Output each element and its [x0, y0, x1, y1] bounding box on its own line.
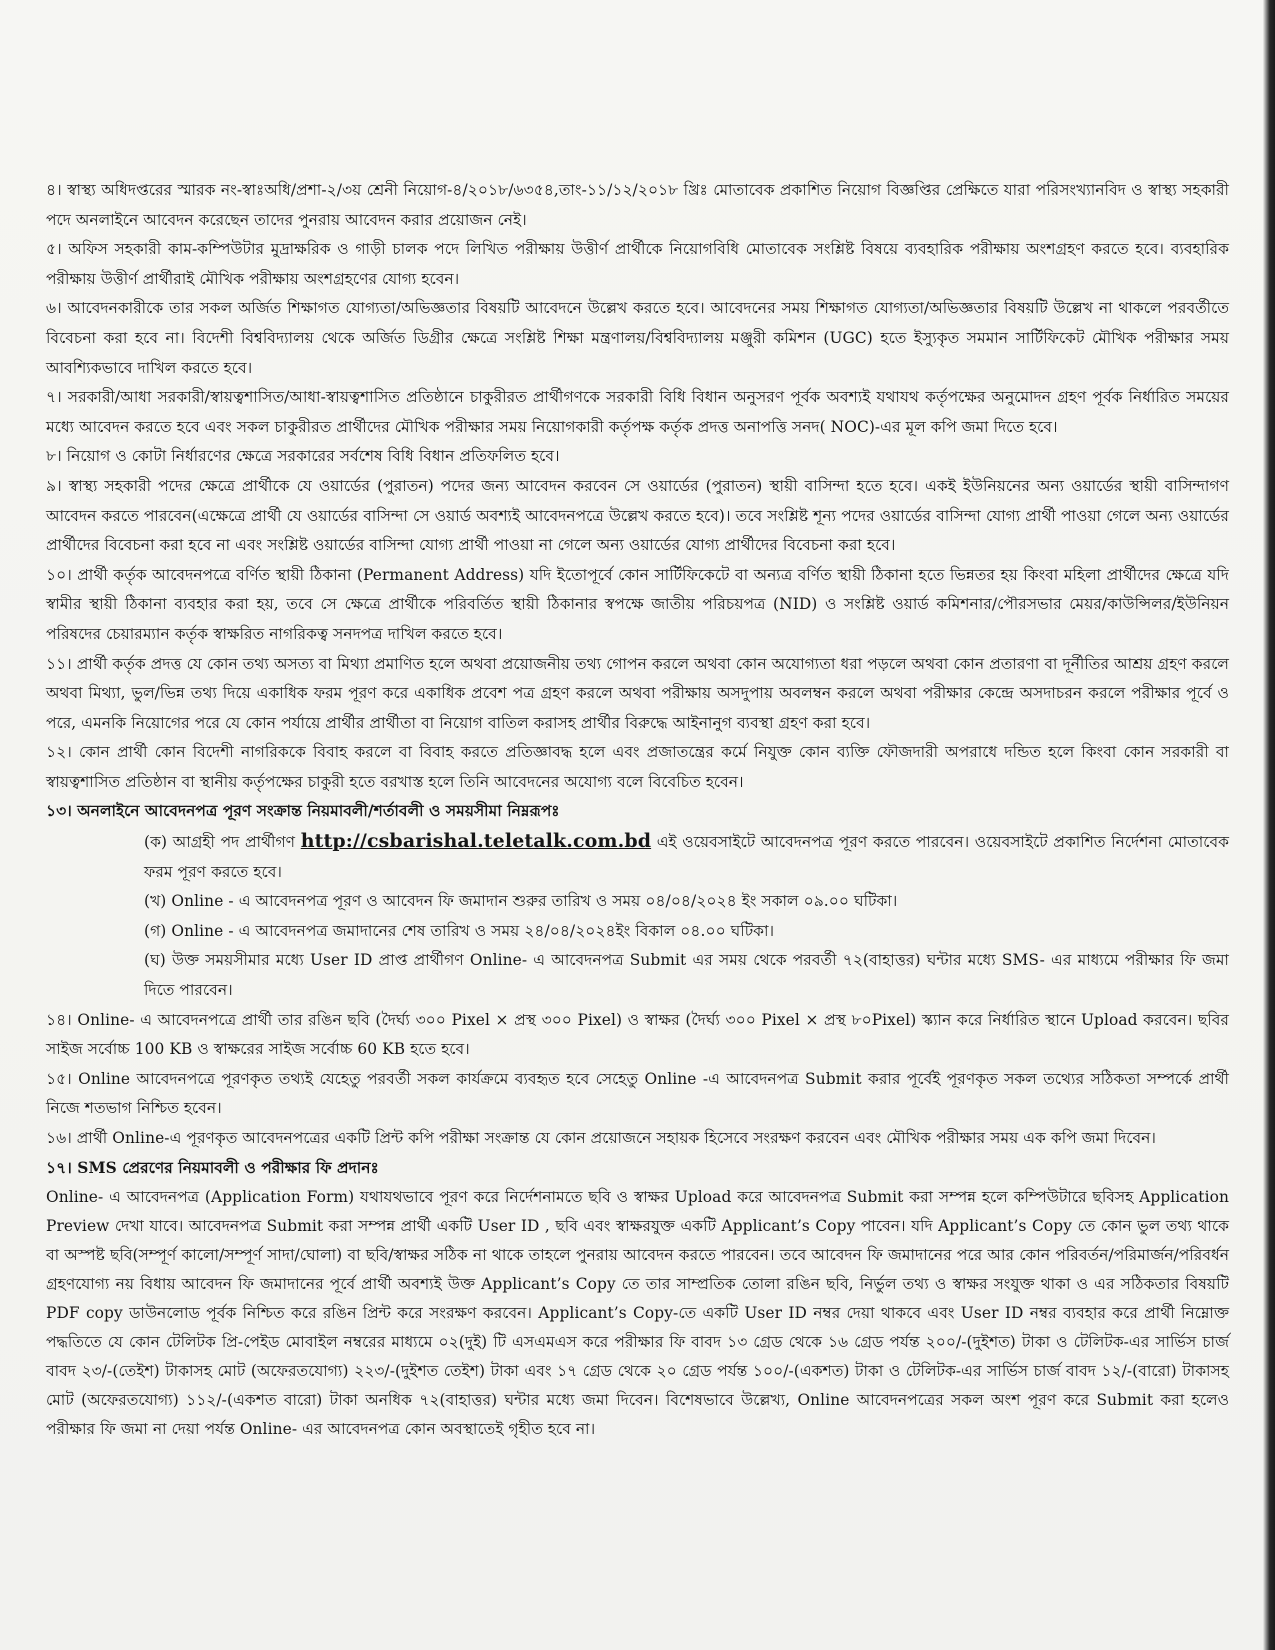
clause-14: ১৪। Online- এ আবেদনপত্রে প্রার্থী তার রঙিন ছবি (দৈর্ঘ্য ৩০০ Pixel × প্রস্থ ৩০০ Pixel) ও স্বাক্ষর (দৈর্ঘ্য ৩০০ Pixel × প্রস্থ ৮০Pixel) স্ক্যান করে নির্ধারিত স্থানে Upload করবেন। ছবির সাইজ সর্বোচ্চ 100 KB ও স্বাক্ষরের সাইজ সর্বোচ্চ 60 KB হতে হবে।	[46, 1010, 1229, 1059]
scan-edge	[1263, 0, 1275, 1650]
clause-13-ka-suffix: এই ওয়েবসাইটে আবেদনপত্র পূরণ করতে পারবেন। ওয়েবসাইটে প্রকাশিত নির্দেশনা মোতাবেক ফরম পূরণ করতে হবে।	[144, 833, 1230, 881]
clause-13-ga: (গ) Online - এ আবেদনপত্র জমাদানের শেষ তারিখ ও সময় ২৪/০৪/২০২৪ইং বিকাল ০৪.০০ ঘটিকা।	[144, 921, 775, 940]
clause-5: ৫। অফিস সহকারী কাম-কম্পিউটার মুদ্রাক্ষরিক ও গাড়ী চালক পদে লিখিত পরীক্ষায় উত্তীর্ণ প্রার্থীকে নিয়োগবিধি মোতাবেক সংশ্লিষ্ট বিষয়ে ব্যবহারিক পরীক্ষায় অংশগ্রহণ করতে হবে। ব্যবহারিক পরীক্ষায় উত্তীর্ণ প্রার্থীরাই মৌখিক পরীক্ষায় অংশগ্রহণের যোগ্য হবেন।	[46, 240, 1229, 288]
clause-16: ১৬। প্রার্থী Online-এ পূরণকৃত আবেদনপত্রের একটি প্রিন্ট কপি পরীক্ষা সংক্রান্ত যে কোন প্রয়োজনে সহায়ক হিসেবে সংরক্ষণ করবেন এবং মৌখিক পরীক্ষার সময় এক কপি জমা দিবেন।	[46, 1129, 1157, 1147]
clause-7: ৭। সরকারী/আধা সরকারী/স্বায়ত্বশাসিত/আধা-স্বায়ত্বশাসিত প্রতিষ্ঠানে চাকুরীরত প্রার্থীগণকে সরকারী বিধি বিধান অনুসরণ পূর্বক অবশ্যই যথাযথ কর্তৃপক্ষের অনুমোদন গ্রহণ পূর্বক নির্ধারিত সময়ের মধ্যে আবেদন করতে হবে এবং সকল চাকুরীরত প্রার্থীদের মৌখিক পরীক্ষার সময় নিয়োগকারী কর্তৃপক্ষ কর্তৃক প্রদত্ত অনাপত্তি সনদ( NOC)-এর মূল কপি জমা দিতে হবে।	[46, 388, 1229, 436]
clause-17-heading: ১৭। SMS প্রেরণের নিয়মাবলী ও পরীক্ষার ফি প্রদানঃ	[46, 1158, 379, 1177]
clause-13-heading: ১৩। অনলাইনে আবেদনপত্র পূরণ সংক্রান্ত নিয়মাবলী/শর্তাবলী ও সময়সীমা নিম্নরূপঃ	[46, 802, 560, 821]
clause-13-ka-prefix: (ক) আগ্রহী পদ প্রার্থীগণ	[144, 833, 296, 852]
clause-13-kha: (খ) Online - এ আবেদনপত্র পূরণ ও আবেদন ফি জমাদান শুরুর তারিখ ও সময় ০৪/০৪/২০২৪ ইং সকাল ০৯.০০ ঘটিকা।	[144, 892, 898, 911]
application-website-link[interactable]: http://csbarishal.teletalk.com.bd	[300, 830, 652, 853]
clause-17-body: Online- এ আবেদনপত্র (Application Form) যথাযথভাবে পূরণ করে নির্দেশনামতে ছবি ও স্বাক্ষর Upload করে আবেদনপত্র Submit করা সম্পন্ন হলে কম্পিউটারে ছবিসহ Application Preview দেখা যাবে। আবেদনপত্র Submit করা সম্পন্ন প্রার্থী একটি User ID , ছবি এবং স্বাক্ষরযুক্ত একটি Applicant’s Copy পাবেন। যদি Applicant’s Copy তে কোন ভুল তথ্য থাকে বা অস্পষ্ট ছবি(সম্পূর্ণ কালো/সম্পূর্ণ সাদা/ঘোলা) বা ছবি/স্বাক্ষর সঠিক না থাকে তাহলে পুনরায় আবেদন করতে পারবেন। তবে আবেদন ফি জমাদানের পরে আর কোন পরিবর্তন/পরিমার্জন/পরিবর্ধন গ্রহণযোগ্য নয় বিধায় আবেদন ফি জমাদানের পূর্বে প্রার্থী অবশ্যই উক্ত Applicant’s Copy তে তার সাম্প্রতিক তোলা রঙিন ছবি, নির্ভুল তথ্য ও স্বাক্ষর সংযুক্ত থাকা ও এর সঠিকতার বিষয়টি PDF copy ডাউনলোড পূর্বক নিশ্চিত করে রঙিন প্রিন্ট করে সংরক্ষণ করবেন। Applicant’s Copy-তে একটি User ID নম্বর দেয়া থাকবে এবং User ID নম্বর ব্যবহার করে প্রার্থী নিম্নোক্ত পদ্ধতিতে যে কোন টেলিটক প্রি-পেইড মোবাইল নম্বরের মাধ্যমে ০২(দুই) টি এসএমএস করে পরীক্ষার ফি বাবদ ১৩ গ্রেড থেকে ১৬ গ্রেড পর্যন্ত ২০০/-(দুইশত) টাকা ও টেলিটক-এর সার্ভিস চার্জ বাবদ ২৩/-(তেইশ) টাকাসহ মোট (অফেরতযোগ্য) ২২৩/-(দুইশত তেইশ) টাকা এবং ১৭ গ্রেড থেকে ২০ গ্রেড পর্যন্ত ১০০/-(একশত) টাকা ও টেলিটক-এর সার্ভিস চার্জ বাবদ ১২/-(বারো) টাকাসহ মোট (অফেরতযোগ্য) ১১২/-(একশত বারো) টাকা অনধিক ৭২(বাহাত্তর) ঘন্টার মধ্যে জমা দিবেন। বিশেষভাবে উল্লেখ্য, Online আবেদনপত্রের সকল অংশ পূরণ করে Submit করা হলেও পরীক্ষার ফি জমা না দেয়া পর্যন্ত Online- এর আবেদনপত্র কোন অবস্থাতেই গৃহীত হবে না।	[46, 1188, 1229, 1439]
clause-6: ৬। আবেদনকারীকে তার সকল অর্জিত শিক্ষাগত যোগ্যতা/অভিজ্ঞতার বিষয়টি আবেদনে উল্লেখ করতে হবে। আবেদনের সময় শিক্ষাগত যোগ্যতা/অভিজ্ঞতার বিষয়টি উল্লেখ না থাকলে পরবর্তীতে বিবেচনা করা হবে না। বিদেশী বিশ্ববিদ্যালয় থেকে অর্জিত ডিগ্রীর ক্ষেত্রে সংশ্লিষ্ট শিক্ষা মন্ত্রণালয়/বিশ্ববিদ্যালয় মঞ্জুরী কমিশন (UGC) হতে ইস্যুকৃত সমমান সার্টিফিকেট মৌখিক পরীক্ষার সময় আবশ্যিকভাবে দাখিল করতে হবে।	[46, 299, 1229, 377]
clause-15: ১৫। Online আবেদনপত্রে পূরণকৃত তথ্যই যেহেতু পরবর্তী সকল কার্যক্রমে ব্যবহৃত হবে সেহেতু Online -এ আবেদনপত্র Submit করার পূর্বেই পূরণকৃত সকল তথ্যের সঠিকতা সম্পর্কে প্রার্থী নিজে শতভাগ নিশ্চিত হবেন।	[46, 1069, 1229, 1118]
clause-10: ১০। প্রার্থী কর্তৃক আবেদনপত্রে বর্ণিত স্থায়ী ঠিকানা (Permanent Address) যদি ইতোপূর্বে কোন সার্টিফিকেটে বা অন্যত্র বর্ণিত স্থায়ী ঠিকানা হতে ভিন্নতর হয় কিংবা মহিলা প্রার্থীদের ক্ষেত্রে যদি স্বামীর স্থায়ী ঠিকানা ব্যবহার করা হয়, তবে সে ক্ষেত্রে প্রার্থীকে পরিবর্তিত স্থায়ী ঠিকানার স্বপক্ষে জাতীয় পরিচয়পত্র (NID) ও সংশ্লিষ্ট ওয়ার্ড কমিশনার/পৌরসভার মেয়র/কাউন্সিলর/ইউনিয়ন পরিষদের চেয়ারম্যান কর্তৃক স্বাক্ষরিত নাগরিকত্ব সনদপত্র দাখিল করতে হবে।	[46, 565, 1229, 643]
clause-9: ৯। স্বাস্থ্য সহকারী পদের ক্ষেত্রে প্রার্থীকে যে ওয়ার্ডের (পুরাতন) পদের জন্য আবেদন করবেন সে ওয়ার্ডের (পুরাতন) স্থায়ী বাসিন্দা হতে হবে। একই ইউনিয়নের অন্য ওয়ার্ডের স্থায়ী বাসিন্দাগণ আবেদন করতে পারবেন(এক্ষেত্রে প্রার্থী যে ওয়ার্ডের বাসিন্দা সে ওয়ার্ড অবশ্যই আবেদনপত্রে উল্লেখ করতে হবে)। তবে সংশ্লিষ্ট শূন্য পদের ওয়ার্ডের বাসিন্দা যোগ্য প্রার্থী পাওয়া গেলে অন্য ওয়ার্ডের প্রার্থীদের বিবেচনা করা হবে না এবং সংশ্লিষ্ট ওয়ার্ডের বাসিন্দা যোগ্য প্রার্থী পাওয়া না গেলে অন্য ওয়ার্ডের যোগ্য প্রার্থীদের বিবেচনা করা হবে।	[46, 476, 1229, 555]
clause-8: ৮। নিয়োগ ও কোটা নির্ধারণের ক্ষেত্রে সরকারের সর্বশেষ বিধি বিধান প্রতিফলিত হবে।	[46, 447, 560, 466]
clause-12: ১২। কোন প্রার্থী কোন বিদেশী নাগরিককে বিবাহ করলে বা বিবাহ করতে প্রতিজ্ঞাবদ্ধ হলে এবং প্রজাতন্ত্রের কর্মে নিযুক্ত কোন ব্যক্তি ফৌজদারী অপরাধে দন্ডিত হলে কিংবা কোন সরকারী বা স্বায়ত্বশাসিত প্রতিষ্ঠান বা স্থানীয় কর্তৃপক্ষের চাকুরী হতে বরখাস্ত হলে তিনি আবেদনের অযোগ্য বলে বিবেচিত হবেন।	[46, 743, 1229, 791]
clause-13-items	[46, 827, 1229, 1006]
clause-13-ka	[144, 827, 1229, 887]
clause-4: ৪। স্বাস্থ্য অধিদপ্তরের স্মারক নং-স্বাঃঅধি/প্রশা-২/৩য় শ্রেনী নিয়োগ-৪/২০১৮/৬৩৫৪,তাং-১১/১২/২০১৮ খ্রিঃ মোতাবেক প্রকাশিত নিয়োগ বিজ্ঞপ্তির প্রেক্ষিতে যারা পরিসংখ্যানবিদ ও স্বাস্থ্য সহকারী পদে অনলাইনে আবেদন করেছেন তাদের পুনরায় আবেদন করার প্রয়োজন নেই।	[46, 181, 1229, 229]
clause-13-gha: (ঘ) উক্ত সময়সীমার মধ্যে User ID প্রাপ্ত প্রার্থীগণ Online- এ আবেদনপত্র Submit এর সময় থেকে পরবর্তী ৭২(বাহাত্তর) ঘন্টার মধ্যে SMS- এর মাধ্যমে পরীক্ষার ফি জমা দিতে পারবেন।	[144, 951, 1229, 1000]
clause-11: ১১। প্রার্থী কর্তৃক প্রদত্ত যে কোন তথ্য অসত্য বা মিথ্যা প্রমাণিত হলে অথবা প্রয়োজনীয় তথ্য গোপন করলে অথবা কোন অযোগ্যতা ধরা পড়লে অথবা কোন প্রতারণা বা দূর্নীতির আশ্রয় গ্রহণ করলে অথবা মিথ্যা, ভুল/ভিন্ন তথ্য দিয়ে একাধিক ফরম পূরণ করে একাধিক প্রবেশ পত্র গ্রহণ করলে অথবা পরীক্ষায় অসদুপায় অবলম্বন করলে অথবা পরীক্ষার কেন্দ্রে অসদাচরন করলে পরীক্ষার পূর্বে ও পরে, এমনকি নিয়োগের পরে যে কোন পর্যায়ে প্রার্থীর প্রার্থীতা বা নিয়োগ বাতিল করাসহ প্রার্থীর বিরুদ্ধে আইনানুগ ব্যবস্থা গ্রহণ করা হবে।	[46, 654, 1229, 732]
